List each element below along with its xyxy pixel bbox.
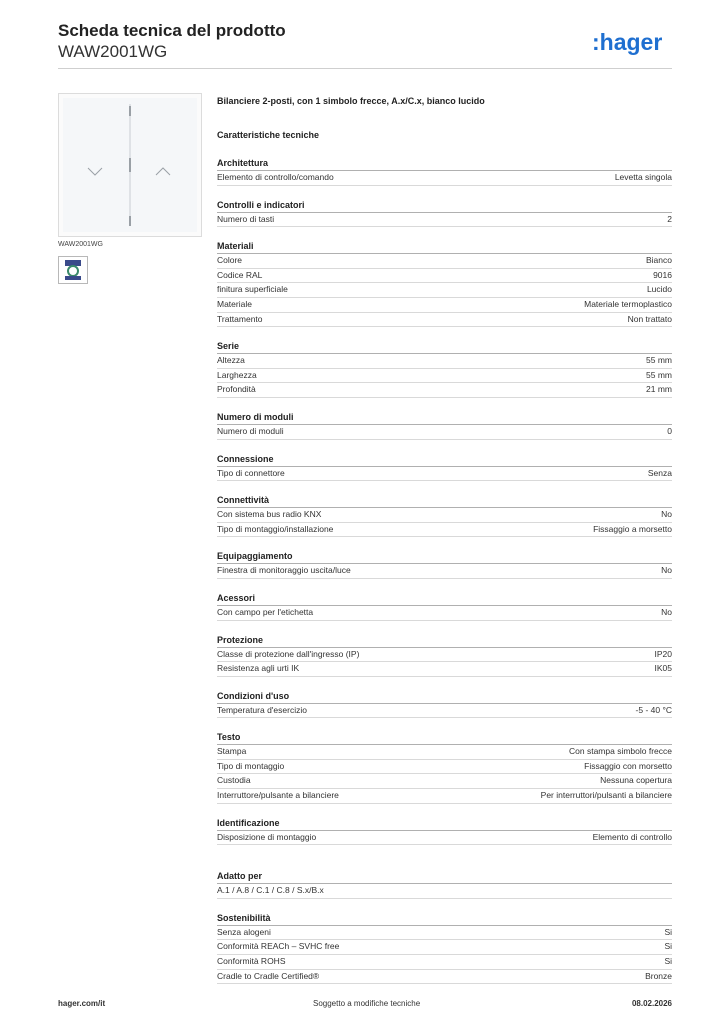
- spec-section: [217, 730, 672, 803]
- arrow-up-icon: [156, 168, 170, 175]
- spec-value: IP20: [654, 648, 672, 659]
- spec-label: Trattamento: [217, 313, 263, 324]
- spec-section: [217, 410, 672, 440]
- spec-sections: [217, 156, 672, 845]
- spec-value: 21 mm: [646, 384, 672, 395]
- spec-value: Lucido: [646, 284, 672, 295]
- spec-value: Si: [664, 926, 672, 937]
- spec-row: [217, 354, 672, 369]
- spec-label: Tipo di montaggio: [217, 760, 285, 771]
- spec-value: Elemento di controllo: [592, 831, 672, 842]
- spec-row: [217, 884, 672, 899]
- spec-section: [217, 549, 672, 579]
- spec-label: Temperatura d'esercizio: [217, 704, 307, 715]
- spec-label: Senza alogeni: [217, 926, 271, 937]
- spec-label: Codice RAL: [217, 269, 263, 280]
- spec-row: [217, 313, 672, 328]
- spec-row: [217, 831, 672, 846]
- spec-label: Finestra di monitoraggio uscita/luce: [217, 565, 351, 576]
- spec-row: [217, 171, 672, 186]
- spec-section: [217, 689, 672, 719]
- svg-text::hager: :hager: [592, 29, 663, 55]
- spec-row: [217, 213, 672, 228]
- section-title: Equipaggiamento: [217, 549, 672, 564]
- spec-label: Elemento di controllo/comando: [217, 172, 334, 182]
- spec-section: [217, 339, 672, 398]
- spec-value: -5 - 40 °C: [635, 704, 672, 715]
- section-title: Adatto per: [217, 869, 672, 884]
- spec-row: [217, 940, 672, 955]
- spec-label: Custodia: [217, 775, 251, 786]
- section-title: Controlli e indicatori: [217, 198, 672, 213]
- hager-logo: [592, 28, 674, 56]
- spec-value: Levetta singola: [614, 172, 672, 182]
- spec-label: Numero di tasti: [217, 213, 275, 224]
- spec-label: Colore: [217, 255, 243, 266]
- spec-value: Materiale termoplastico: [584, 298, 672, 309]
- spec-section: [217, 239, 672, 327]
- spec-value: IK05: [654, 663, 672, 674]
- spec-row: [217, 298, 672, 313]
- image-caption: WAW2001WG: [58, 241, 103, 248]
- spec-value: Bianco: [646, 255, 672, 266]
- sustainability-section: [217, 911, 672, 984]
- spec-value: Fissaggio con morsetto: [584, 760, 672, 771]
- suitable-section: [217, 869, 672, 899]
- spec-section: [217, 198, 672, 228]
- spec-value: Con stampa simbolo frecce: [569, 746, 672, 757]
- spec-value: Fissaggio a morsetto: [593, 523, 672, 534]
- spec-section: [217, 452, 672, 482]
- spec-label: Materiale: [217, 298, 252, 309]
- spec-value: Per interruttori/pulsanti a bilanciere: [540, 790, 672, 801]
- spec-label: Larghezza: [217, 369, 257, 380]
- spec-label: Disposizione di montaggio: [217, 831, 317, 842]
- spec-section: [217, 633, 672, 677]
- spec-row: [217, 970, 672, 985]
- spec-section: [217, 493, 672, 537]
- section-title: Materiali: [217, 239, 672, 254]
- section-title: Condizioni d'uso: [217, 689, 672, 704]
- section-title: Protezione: [217, 633, 672, 648]
- spec-row: [217, 760, 672, 775]
- spec-row: [217, 662, 672, 677]
- spec-row: [217, 926, 672, 941]
- spec-section: [217, 816, 672, 846]
- section-title: Connessione: [217, 452, 672, 467]
- spec-label: A.1 / A.8 / C.1 / C.8 / S.x/B.x: [217, 885, 324, 896]
- spec-value: Senza: [647, 467, 672, 478]
- arrow-down-icon: [88, 168, 102, 175]
- spec-label: Tipo di montaggio/installazione: [217, 523, 334, 534]
- spec-value: 9016: [653, 269, 672, 280]
- rocker-switch-illustration: [63, 98, 197, 232]
- spec-column: [217, 96, 672, 984]
- spec-value: No: [661, 606, 672, 617]
- footer-notice: Soggetto a modifiche tecniche: [313, 999, 421, 1008]
- spec-row: [217, 704, 672, 719]
- spec-label: Stampa: [217, 746, 247, 757]
- spec-label: Resistenza agli urti IK: [217, 663, 300, 674]
- footer-date: 08.02.2026: [631, 999, 672, 1008]
- spec-row: [217, 425, 672, 440]
- spec-row: [217, 745, 672, 760]
- spec-row: [217, 523, 672, 538]
- spec-row: [217, 467, 672, 482]
- spec-value: No: [661, 565, 672, 576]
- spec-row: [217, 789, 672, 804]
- spec-label: Tipo di connettore: [217, 467, 285, 478]
- spec-label: Conformità ROHS: [217, 956, 286, 967]
- product-image-column: [58, 93, 202, 284]
- footer-website-link[interactable]: hager.com/it: [58, 999, 106, 1008]
- spec-value: 55 mm: [646, 355, 672, 366]
- certification-badge-icon: [58, 256, 88, 284]
- spec-label: Con campo per l'etichetta: [217, 606, 314, 617]
- spec-row: [217, 283, 672, 298]
- spec-value: Bronze: [645, 970, 672, 981]
- spec-row: [217, 254, 672, 269]
- spec-label: Interruttore/pulsante a bilanciere: [217, 790, 339, 801]
- spec-label: Cradle to Cradle Certified®: [217, 970, 320, 981]
- page-title: Scheda tecnica del prodotto: [58, 21, 286, 40]
- spec-value: Si: [664, 941, 672, 952]
- specs-title: Caratteristiche tecniche: [217, 130, 320, 140]
- spec-label: Con sistema bus radio KNX: [217, 509, 322, 520]
- spec-row: [217, 383, 672, 398]
- spec-row: [217, 955, 672, 970]
- product-code: WAW2001WG: [58, 42, 168, 61]
- spec-row: [217, 774, 672, 789]
- section-title: Testo: [217, 730, 672, 745]
- section-title: Sostenibilità: [217, 911, 672, 926]
- spec-section: [217, 156, 672, 186]
- product-image: [58, 93, 202, 237]
- spec-label: Profondità: [217, 384, 256, 395]
- section-title: Acessori: [217, 591, 672, 606]
- section-title: Connettività: [217, 493, 672, 508]
- section-title: Serie: [217, 339, 672, 354]
- spec-value: 55 mm: [646, 369, 672, 380]
- spec-row: [217, 648, 672, 663]
- header-divider: [58, 68, 672, 69]
- spec-label: finitura superficiale: [217, 284, 288, 295]
- spec-section: [217, 591, 672, 621]
- spec-value: 2: [667, 213, 672, 224]
- spec-row: [217, 269, 672, 284]
- section-title: Architettura: [217, 156, 672, 171]
- section-title: Numero di moduli: [217, 410, 672, 425]
- spec-value: No: [661, 509, 672, 520]
- product-description: Bilanciere 2-posti, con 1 simbolo frecce, A.x/C.x, bianco lucido: [217, 96, 485, 106]
- spec-row: [217, 369, 672, 384]
- page-header: [58, 20, 286, 62]
- spec-label: Classe di protezione dall'ingresso (IP): [217, 648, 360, 659]
- spec-row: [217, 564, 672, 579]
- spec-label: Numero di moduli: [217, 425, 284, 436]
- spec-label: Altezza: [217, 355, 245, 366]
- spec-value: Non trattato: [627, 313, 672, 324]
- section-title: Identificazione: [217, 816, 672, 831]
- spec-label: Conformità REACh – SVHC free: [217, 941, 340, 952]
- spec-row: [217, 508, 672, 523]
- spec-value: Nessuna copertura: [600, 775, 672, 786]
- spec-value: 0: [667, 425, 672, 436]
- spec-value: Si: [664, 956, 672, 967]
- spec-row: [217, 606, 672, 621]
